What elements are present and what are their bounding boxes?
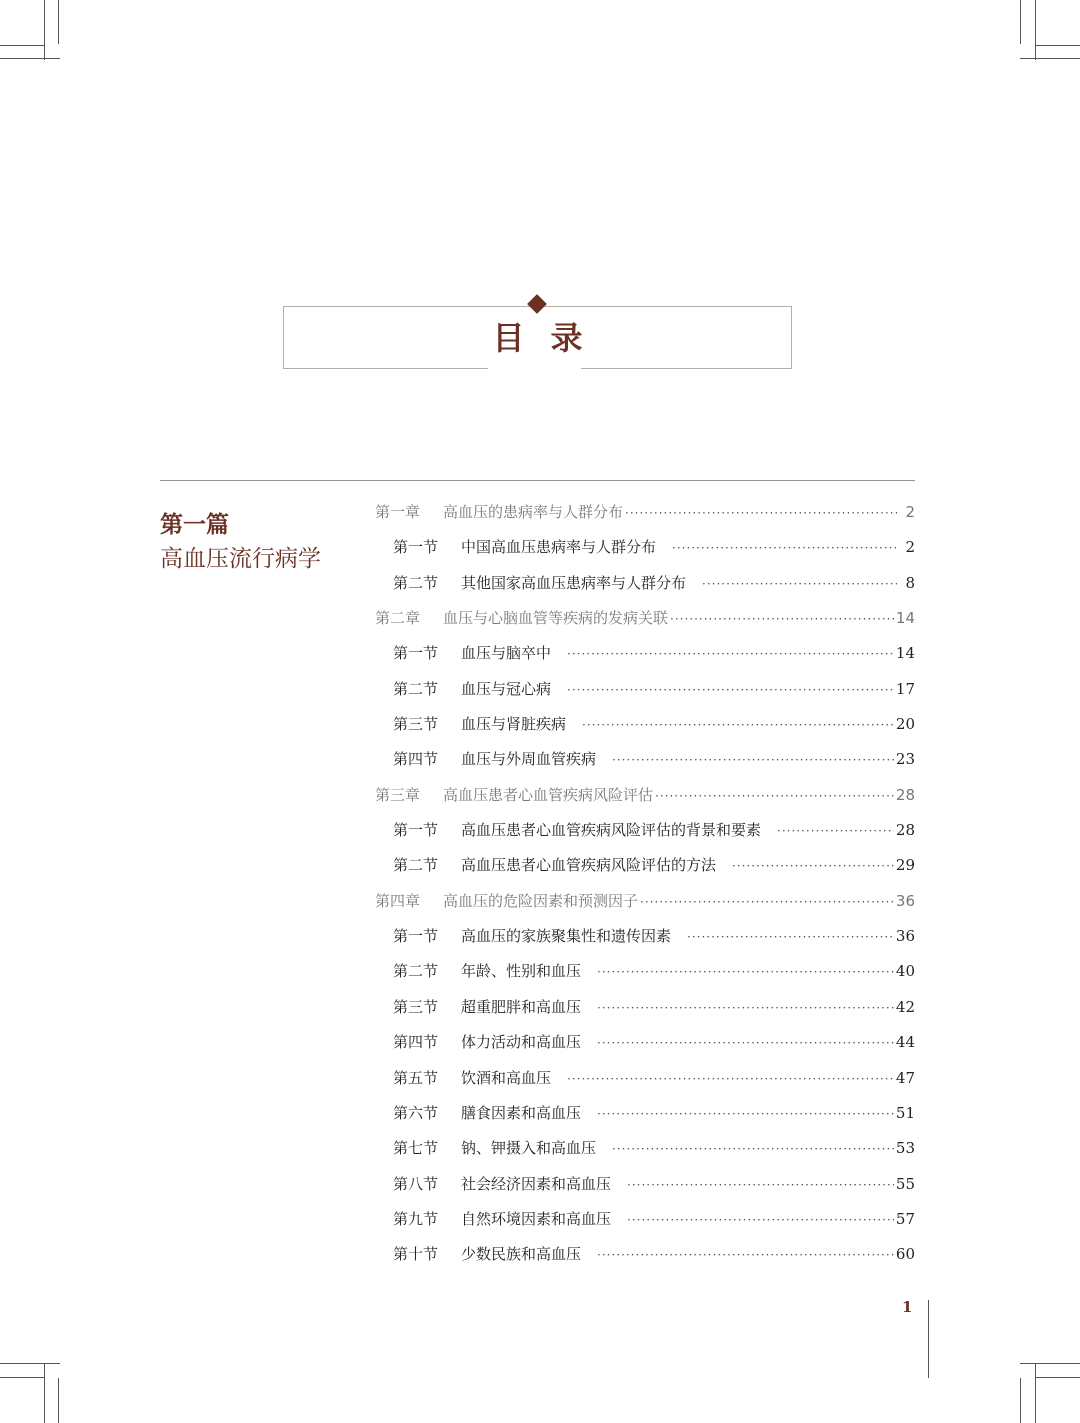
title-frame-bottom-right: [581, 368, 792, 369]
crop-mark: [1035, 1363, 1036, 1423]
toc-entry-title: 血压与冠心病: [461, 679, 552, 698]
toc-section-row[interactable]: [375, 1173, 915, 1208]
toc-section-row[interactable]: [375, 1031, 915, 1066]
crop-mark: [0, 1377, 44, 1378]
dot-leader: [625, 506, 897, 520]
table-of-contents: [375, 501, 915, 1279]
toc-section-row[interactable]: [375, 996, 915, 1031]
toc-entry-page: 29: [895, 856, 915, 875]
toc-entry-page: 14: [895, 609, 915, 628]
toc-entry-title: 高血压患者心血管疾病风险评估的方法: [461, 856, 717, 875]
divider: [160, 480, 915, 481]
toc-entry-title: 少数民族和高血压: [461, 1245, 582, 1264]
dot-leader: [612, 753, 894, 767]
dot-leader: [672, 541, 897, 555]
dot-leader: [597, 1248, 894, 1262]
dot-leader: [567, 1072, 894, 1086]
crop-mark: [1020, 1378, 1021, 1423]
toc-entry-title: 体力活动和高血压: [461, 1033, 582, 1052]
toc-entry-page: 47: [895, 1068, 915, 1087]
dot-leader: [612, 1142, 894, 1156]
toc-chapter-row[interactable]: [375, 890, 915, 925]
crop-mark: [0, 1363, 60, 1364]
dot-leader: [732, 859, 894, 873]
toc-section-row[interactable]: [375, 960, 915, 995]
page-number: 1: [902, 1298, 913, 1316]
dot-leader: [687, 930, 894, 944]
toc-entry-page: 55: [895, 1174, 915, 1193]
crop-mark: [1020, 58, 1080, 59]
toc-entry-page: 14: [895, 644, 915, 663]
dot-leader: [567, 683, 894, 697]
toc-entry-title: 饮酒和高血压: [461, 1068, 552, 1087]
toc-entry-title: 血压与心脑血管等疾病的发病关联: [443, 609, 669, 628]
toc-entry-title: 钠、钾摄入和高血压: [461, 1139, 597, 1158]
toc-entry-title: 血压与外周血管疾病: [461, 750, 597, 769]
toc-entry-title: 自然环境因素和高血压: [461, 1209, 612, 1228]
toc-entry-page: 40: [895, 962, 915, 981]
toc-entry-page: 44: [895, 1033, 915, 1052]
toc-entry-title: 高血压的患病率与人群分布: [443, 503, 624, 521]
toc-entry-title: 年龄、性别和血压: [461, 962, 582, 981]
toc-entry-number: 第一节: [393, 538, 439, 557]
toc-section-row[interactable]: [375, 713, 915, 748]
toc-section-row[interactable]: [375, 1102, 915, 1137]
toc-entry-number: 第三节: [393, 997, 439, 1016]
toc-entry-title: 膳食因素和高血压: [461, 1103, 582, 1122]
crop-mark: [58, 1378, 59, 1423]
toc-section-row[interactable]: [375, 536, 915, 571]
toc-entry-number: 第二节: [393, 856, 439, 875]
toc-entry-title: 超重肥胖和高血压: [461, 997, 582, 1016]
toc-section-row[interactable]: [375, 925, 915, 960]
toc-entry-title: 高血压的危险因素和预测因子: [443, 891, 639, 910]
crop-mark: [44, 0, 45, 60]
toc-entry-number: 第三章: [375, 785, 421, 804]
page-number-rule: [928, 1300, 929, 1378]
dot-leader: [670, 612, 894, 626]
toc-section-row[interactable]: [375, 819, 915, 854]
dot-leader: [567, 647, 894, 661]
crop-mark: [58, 0, 59, 44]
toc-entry-number: 第六节: [393, 1103, 439, 1122]
crop-mark: [1036, 45, 1080, 46]
toc-entry-page: 8: [905, 573, 915, 592]
crop-mark: [1020, 1363, 1080, 1364]
toc-entry-page: 36: [895, 927, 915, 946]
toc-entry-page: 60: [895, 1245, 915, 1264]
dot-leader: [597, 1001, 894, 1015]
toc-entry-page: 53: [895, 1139, 915, 1158]
toc-entry-page: 2: [905, 538, 915, 557]
dot-leader: [582, 718, 894, 732]
toc-entry-page: 23: [895, 750, 915, 769]
toc-section-row[interactable]: [375, 678, 915, 713]
toc-entry-number: 第一章: [375, 503, 421, 521]
toc-entry-title: 高血压的家族聚集性和遗传因素: [461, 927, 672, 946]
toc-entry-page: 20: [895, 715, 915, 734]
dot-leader: [597, 1036, 894, 1050]
toc-entry-page: 17: [895, 679, 915, 698]
dot-leader: [777, 824, 894, 838]
crop-mark: [1036, 1377, 1080, 1378]
crop-mark: [1020, 0, 1021, 44]
dot-leader: [627, 1213, 894, 1227]
toc-entry-title: 高血压患者心血管疾病风险评估: [443, 785, 654, 804]
toc-entry-page: 51: [895, 1103, 915, 1122]
toc-entry-page: 2: [905, 503, 915, 521]
crop-mark: [0, 58, 60, 59]
toc-entry-number: 第二节: [393, 573, 439, 592]
toc-entry-page: 57: [895, 1209, 915, 1228]
toc-entry-number: 第十节: [393, 1245, 439, 1264]
toc-entry-title: 高血压患者心血管疾病风险评估的背景和要素: [461, 821, 762, 840]
dot-leader: [597, 965, 894, 979]
dot-leader: [597, 1107, 894, 1121]
toc-section-row[interactable]: [375, 1208, 915, 1243]
toc-entry-title: 血压与肾脏疾病: [461, 715, 567, 734]
toc-entry-title: 其他国家高血压患病率与人群分布: [461, 573, 687, 592]
toc-entry-number: 第二节: [393, 962, 439, 981]
toc-entry-number: 第四节: [393, 1033, 439, 1052]
toc-entry-number: 第一节: [393, 927, 439, 946]
toc-chapter-row[interactable]: [375, 501, 915, 536]
toc-entry-number: 第一节: [393, 821, 439, 840]
toc-entry-number: 第二节: [393, 679, 439, 698]
toc-section-row[interactable]: [375, 1243, 915, 1278]
toc-entry-number: 第四节: [393, 750, 439, 769]
dot-leader: [627, 1178, 894, 1192]
toc-entry-page: 36: [895, 891, 915, 910]
toc-entry-page: 28: [895, 785, 915, 804]
toc-chapter-row[interactable]: [375, 607, 915, 642]
title-frame-bottom-left: [283, 368, 488, 369]
toc-section-row[interactable]: [375, 854, 915, 889]
crop-mark: [0, 45, 44, 46]
toc-section-row[interactable]: [375, 748, 915, 783]
part-title: 高血压流行病学: [160, 546, 321, 572]
toc-chapter-row[interactable]: [375, 784, 915, 819]
toc-section-row[interactable]: [375, 572, 915, 607]
toc-entry-page: 42: [895, 997, 915, 1016]
toc-section-row[interactable]: [375, 1137, 915, 1172]
toc-section-row[interactable]: [375, 642, 915, 677]
toc-entry-page: 28: [895, 821, 915, 840]
toc-entry-number: 第一节: [393, 644, 439, 663]
dot-leader: [640, 895, 894, 909]
toc-entry-number: 第二章: [375, 609, 421, 628]
toc-entry-title: 中国高血压患病率与人群分布: [461, 538, 657, 557]
crop-mark: [44, 1363, 45, 1423]
toc-section-row[interactable]: [375, 1067, 915, 1102]
dot-leader: [702, 577, 897, 591]
toc-entry-number: 第三节: [393, 715, 439, 734]
toc-entry-number: 第四章: [375, 891, 421, 910]
crop-mark: [1035, 0, 1036, 60]
toc-entry-number: 第九节: [393, 1209, 439, 1228]
toc-entry-number: 第七节: [393, 1139, 439, 1158]
toc-entry-number: 第八节: [393, 1174, 439, 1193]
dot-leader: [655, 789, 894, 803]
toc-entry-number: 第五节: [393, 1068, 439, 1087]
part-label: 第一篇: [160, 512, 229, 538]
toc-entry-title: 血压与脑卒中: [461, 644, 552, 663]
toc-entry-title: 社会经济因素和高血压: [461, 1174, 612, 1193]
page-title: 目录: [492, 319, 609, 357]
